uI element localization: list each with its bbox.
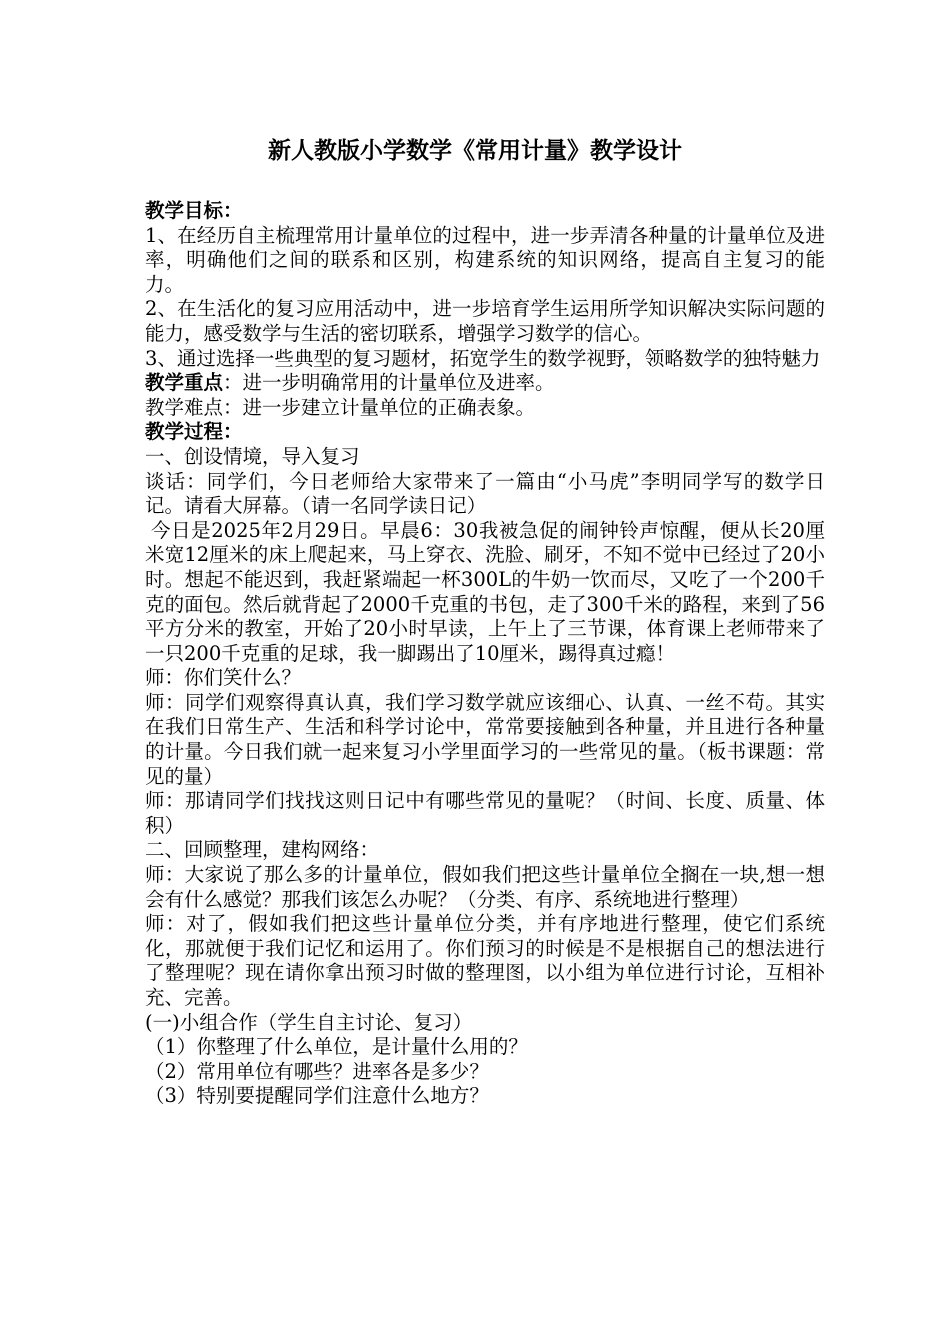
- objectives-heading: 教学目标：: [145, 199, 243, 222]
- diary-paragraph: 今日是2025年2月29日。早晨6：30我被急促的闹钟铃声惊醒，便从长20厘米宽12厘米的床上爬起来，马上穿衣、洗脸、刷牙，不知不觉中已经过了20小时。想起不能迟到，我赶紧端起一杯300L的牛奶一饮而尽，又吃了一个200千克的面包。然后就背起了2000千克重的书包，走了300千米的路程，来到了56平方分米的教室，开始了20小时早读，上午上了三节课，体育课上老师带来了一只200千克重的足球，我一脚踢出了10厘米，踢得真过瘾！: [145, 518, 825, 665]
- teacher-line-4: 师：大家说了那么多的计量单位，假如我们把这些计量单位全搁在一块,想一想会有什么感觉？那我们该怎么办呢？（分类、有序、系统地进行整理）: [145, 863, 825, 911]
- teacher-line-1: 师：你们笑什么？: [145, 666, 302, 690]
- teacher-line-2: 师：同学们观察得真认真，我们学习数学就应该细心、认真、一丝不苟。其实在我们日常生产、生活和科学讨论中，常常要接触到各种量，并且进行各种量的计量。今日我们就一起来复习小学里面学习的一些常见的量。（板书课题：常见的量）: [145, 690, 825, 788]
- objective-2: 2、在生活化的复习应用活动中，进一步培育学生运用所学知识解决实际问题的能力，感受数学与生活的密切联系，增强学习数学的信心。: [145, 297, 825, 345]
- objective-3: 3、通过选择一些典型的复习题材，拓宽学生的数学视野，领略数学的独特魅力: [145, 346, 821, 370]
- document-body: [145, 199, 825, 1109]
- group-heading: (一)小组合作（学生自主讨论、复习）: [145, 1010, 473, 1034]
- document-title: 新人教版小学数学《常用计量》教学设计: [268, 137, 682, 164]
- teacher-line-5: 师：对了，假如我们把这些计量单位分类，并有序地进行整理，使它们系统化，那就便于我们记忆和运用了。你们预习的时候是不是根据自己的想法进行了整理呢？现在请你拿出预习时做的整理图，以小组为单位进行讨论，互相补充、完善。: [145, 912, 825, 1009]
- key-point: [145, 371, 825, 396]
- key-point-label: 教学重点: [145, 371, 224, 395]
- teacher-line-3: 师：那请同学们找找这则日记中有哪些常见的量呢？（时间、长度、质量、体积）: [145, 789, 825, 837]
- section-2-heading: 二、回顾整理，建构网络：: [145, 838, 380, 862]
- process-heading: 教学过程：: [145, 420, 243, 444]
- talk-paragraph: 谈话：同学们，今日老师给大家带来了一篇由“小马虎”李明同学写的数学日记。请看大屏幕。（请一名同学读日记）: [145, 469, 825, 518]
- question-3: （3）特别要提醒同学们注意什么地方？: [145, 1084, 489, 1108]
- section-1-heading: 一、创设情境，导入复习: [145, 444, 360, 468]
- question-1: （1）你整理了什么单位，是计量什么用的？: [145, 1035, 528, 1059]
- question-2: （2）常用单位有哪些？进率各是多少？: [145, 1059, 489, 1083]
- difficulty: 教学难点：进一步建立计量单位的正确表象。: [145, 395, 536, 419]
- objective-1: 1、在经历自主梳理常用计量单位的过程中，进一步弄清各种量的计量单位及进率，明确他们之间的联系和区别，构建系统的知识网络，提高自主复习的能力。: [145, 223, 825, 296]
- key-point-text: ：进一步明确常用的计量单位及进率。: [223, 371, 555, 395]
